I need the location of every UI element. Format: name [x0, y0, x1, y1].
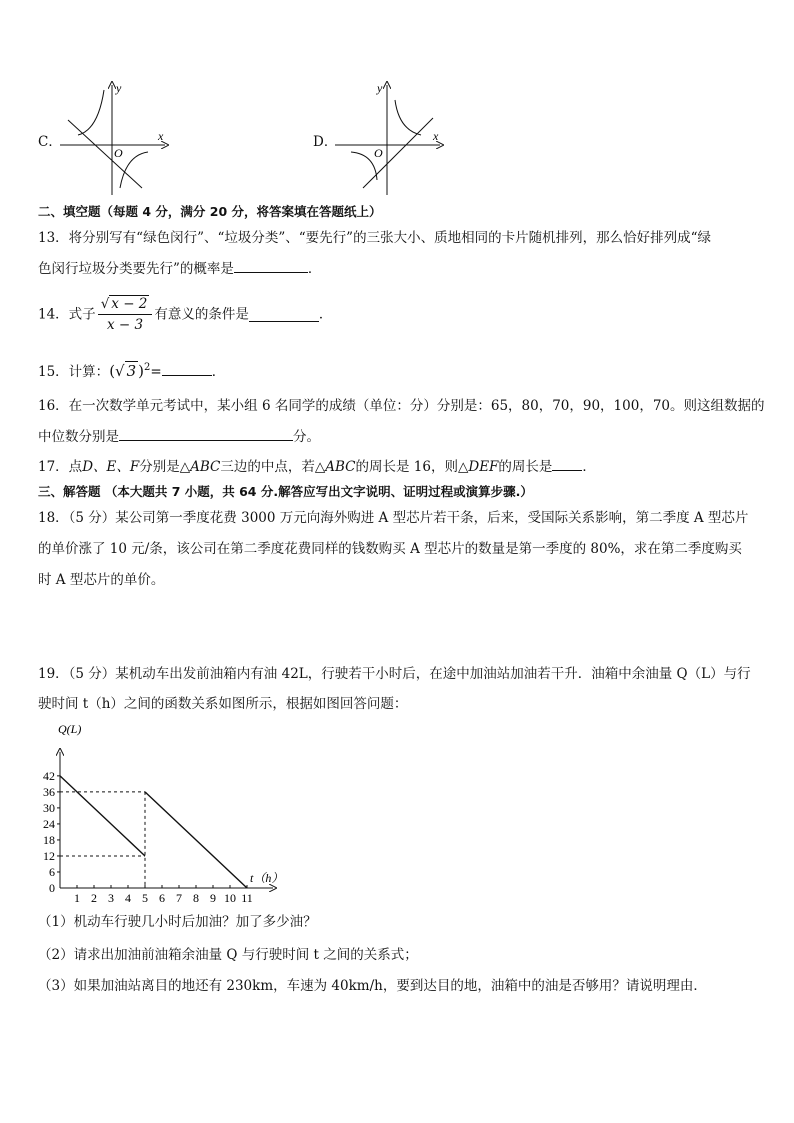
- option-d-graph: [335, 80, 465, 195]
- origin-label: O: [114, 146, 123, 160]
- q16-line2: 中位数分别是 分。: [38, 426, 320, 447]
- origin-label: O: [374, 146, 383, 160]
- chart-y-tick-label: 24: [43, 816, 55, 831]
- q19-sub2: （2）请求出加油前油箱余油量 Q 与行驶时间 t 之间的关系式；: [38, 947, 418, 963]
- q15-exponent: 2: [144, 362, 151, 373]
- q14-denominator: x − 3: [106, 317, 144, 333]
- q15-prefix: 15．计算：: [38, 364, 110, 380]
- chart-x-tick-label: 1: [74, 891, 80, 905]
- chart-x-tick-label: 7: [176, 891, 182, 905]
- q16-line1: 16．在一次数学单元考试中，某小组 6 名同学的成绩（单位：分）分别是：65，80，70，90，100，70。则这组数据的: [38, 398, 765, 414]
- q14-radicand: x − 2: [111, 296, 148, 312]
- option-c-label: C．: [38, 134, 62, 150]
- q15-answer-blank[interactable]: [162, 361, 212, 376]
- q14-suffix: 有意义的条件是: [154, 306, 249, 323]
- chart-x-tick-label: 4: [125, 891, 131, 905]
- q18-line2: 的单价涨了 10 元/条，该公司在第二季度花费同样的钱数购买 A 型芯片的数量是第一季度的 80%，求在第二季度购买: [38, 541, 742, 557]
- q17-answer-blank[interactable]: [552, 456, 582, 471]
- q14-prefix: 14．式子: [38, 306, 96, 323]
- chart-y-tick-label: 42: [43, 768, 55, 783]
- chart-y-tick-label: 30: [43, 800, 55, 815]
- chart-x-tick-label: 3: [108, 891, 114, 905]
- q17: 17．点D、E、F分别是△ABC三边的中点，若△ABC的周长是 16，则△DEF的周长是 ．: [38, 456, 596, 477]
- q15-radicand: 3: [126, 362, 137, 380]
- q15: 15．计算：(√ 3 )$^2$= ．: [38, 362, 226, 380]
- hyperbola-branch-upper-right: [395, 100, 421, 135]
- chart-y-tick-label: 12: [43, 848, 55, 863]
- chart-y-tick-label: 36: [43, 784, 55, 799]
- chart-x-axis-label: t（h）: [250, 871, 284, 885]
- chart-y-tick-label: 6: [49, 864, 55, 879]
- q14-answer-blank[interactable]: [249, 307, 319, 322]
- chart-x-tick-label: 2: [91, 891, 97, 905]
- chart-x-tick-label: 5: [142, 891, 148, 905]
- q16-text: 中位数分别是: [38, 429, 119, 445]
- chart-x-tick-label: 11: [241, 891, 253, 905]
- q13-line1: 13．将分别写有“绿色闵行”、“垃圾分类”、“要先行”的三张大小、质地相同的卡片随机排列，那么恰好排列成“绿: [38, 230, 711, 246]
- chart-x-tick-label: 6: [159, 891, 165, 905]
- q14-fraction: [98, 294, 153, 335]
- section-3-header: 三、解答题 （本大题共 7 小题，共 64 分.解答应写出文字说明、证明过程或演算步骤.）: [38, 484, 533, 499]
- chart-x-tick-label: 10: [224, 891, 236, 905]
- q13-answer-blank[interactable]: [234, 258, 308, 273]
- q18-line1: 18．（5 分）某公司第一季度花费 3000 万元向海外购进 A 型芯片若干条，后来，受国际关系影响，第二季度 A 型芯片: [38, 510, 749, 526]
- y-axis-label: y: [377, 81, 383, 95]
- q19-sub1: （1）机动车行驶几小时后加油？加了多少油？: [38, 914, 317, 930]
- option-c-graph: [60, 80, 190, 195]
- hyperbola-branch-lower-right: [120, 152, 148, 188]
- q14-numerator: √ x − 2: [98, 294, 153, 315]
- q19-line1: 19．（5 分）某机动车出发前油箱内有油 42L，行驶若干小时后，在途中加油站加油若干升．油箱中余油量 Q（L）与行: [38, 666, 751, 682]
- chart-x-tick-label: 9: [210, 891, 216, 905]
- chart-y-tick-label: 18: [43, 832, 55, 847]
- q19-line2: 驶时间 t（h）之间的函数关系如图所示，根据如图回答问题：: [38, 696, 408, 712]
- chart-series-line: [60, 776, 145, 856]
- q15-expression: (√ 3 )$^2$: [109, 362, 151, 380]
- fuel-chart: [30, 718, 300, 908]
- q13-text: 色闵行垃圾分类要先行”的概率是: [38, 261, 234, 277]
- x-axis-label: x: [433, 129, 439, 143]
- chart-x-tick-label: 8: [193, 891, 199, 905]
- chart-series-line: [145, 792, 247, 888]
- option-c: [38, 80, 178, 195]
- q16-answer-blank[interactable]: [119, 426, 293, 441]
- hyperbola-branch-upper-left: [78, 90, 104, 135]
- q19-sub3: （3）如果加油站离目的地还有 230km，车速为 40km/h，要到达目的地，油箱中的油是否够用？请说明理由．: [38, 978, 707, 994]
- section-2-header: 二、填空题（每题 4 分，满分 20 分，将答案填在答题纸上）: [38, 204, 382, 219]
- x-axis-label: x: [158, 129, 164, 143]
- option-d-label: D．: [313, 134, 338, 150]
- chart-y-tick-label: 0: [49, 881, 55, 895]
- option-d: [313, 80, 453, 195]
- q18-line3: 时 A 型芯片的单价。: [38, 572, 165, 588]
- y-axis-label: y: [116, 81, 122, 95]
- q14: 14．式子 $\frac{√ x - 2}{x - 3}$ 有意义的条件是 ．: [38, 296, 333, 333]
- q13-line2: 色闵行垃圾分类要先行”的概率是 ．: [38, 258, 321, 279]
- chart-y-axis-label: Q(L): [58, 722, 82, 736]
- linear-line: [68, 120, 142, 188]
